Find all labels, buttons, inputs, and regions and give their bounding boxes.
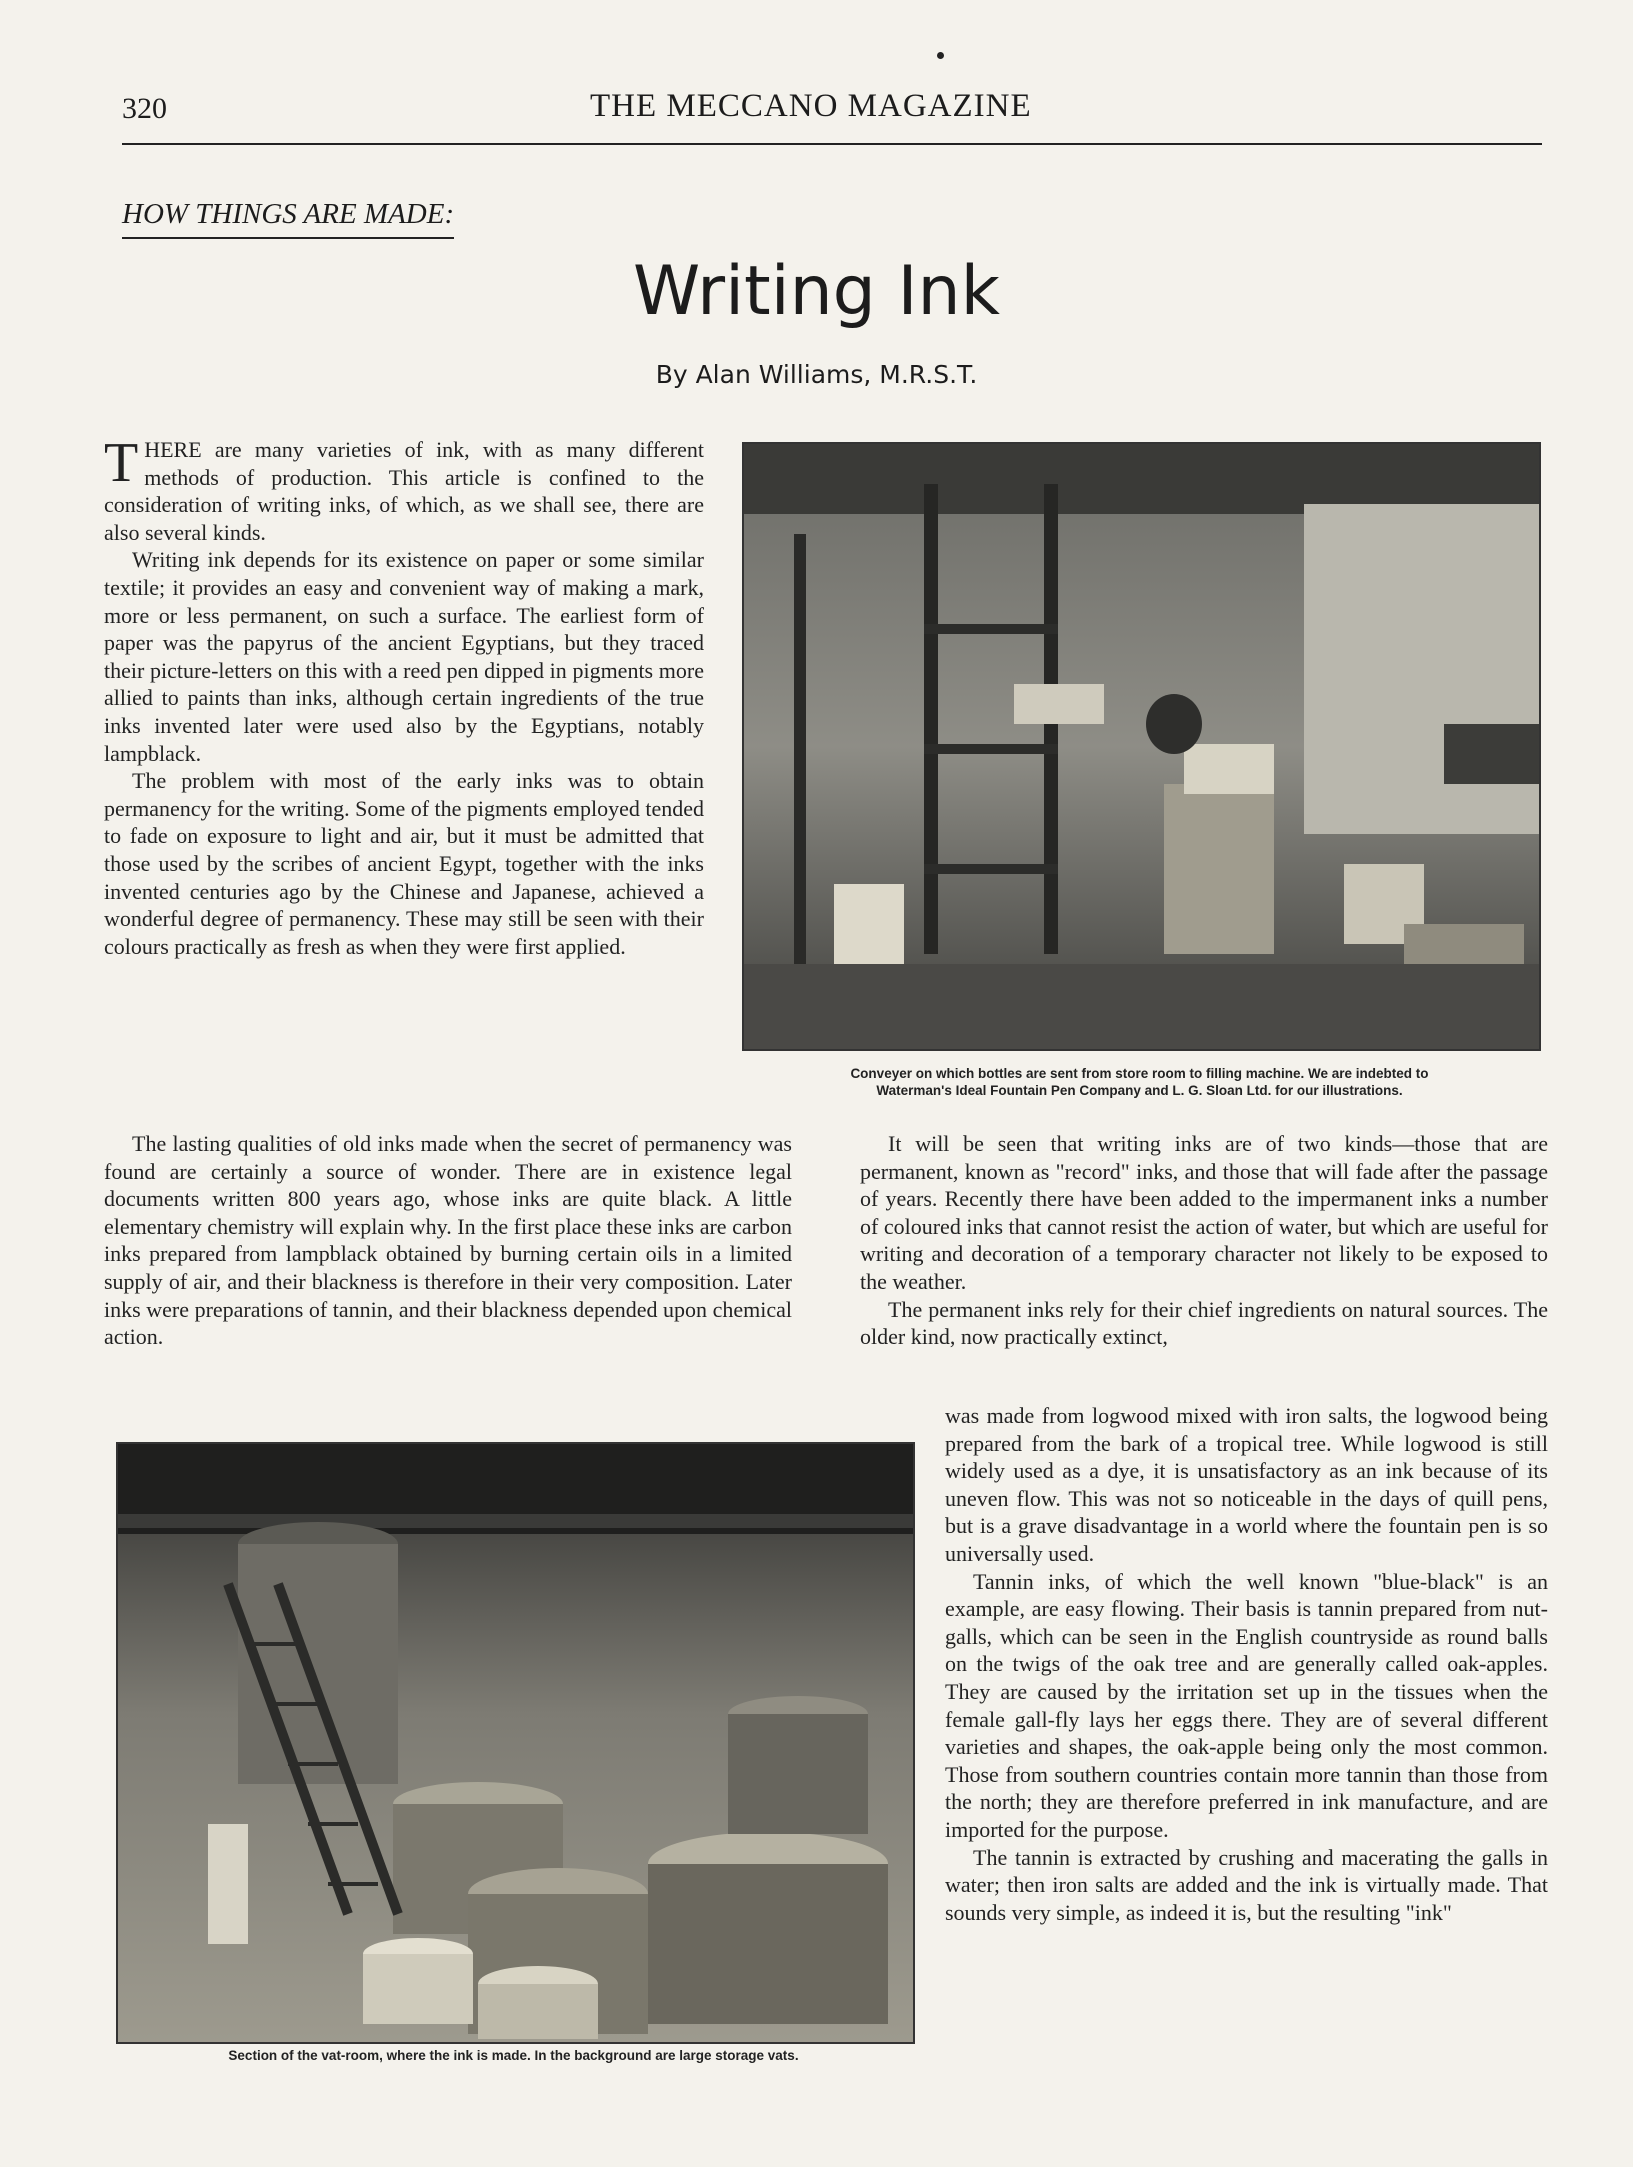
article-title: Writing Ink xyxy=(633,252,1000,331)
print-speck xyxy=(937,52,944,59)
paragraph: Tannin inks, of which the well known "blue-black" is an example, are easy flowing. Their basis is tannin prepared from nut-galls, which can be seen in the English countryside as round balls on the twigs of the oak tree and are generally called oak-apples. They are caused by the irritation set up in the tissues when the female gall-fly lays her eggs there. They are of several different varieties and shapes, the oak-apple being only the most common. Those from southern countries contain more tannin than those from the north; they are therefore preferred in ink manufacture, and are imported for the purpose. xyxy=(945,1568,1548,1842)
vat-room-caption: Section of the vat-room, where the ink is made. In the background are large storage vats. xyxy=(228,2048,799,2063)
column-2-bottom-text xyxy=(945,1402,1548,1926)
paragraph: It will be seen that writing inks are of two kinds—those that are permanent, known as "record" inks, and those that will fade after the passage of years. Recently there have been added to the impermanent inks a number of coloured inks that cannot resist the action of water, but which are useful for writing and decoration of a temporary character not likely to be exposed to the weather. xyxy=(860,1131,1548,1294)
paragraph: The tannin is extracted by crushing and macerating the galls in water; then iron salts are added and the ink is virtually made. That sounds very simple, as indeed it is, but the resulting "ink" xyxy=(945,1844,1548,1925)
column-1-text xyxy=(104,432,704,960)
paragraph: The problem with most of the early inks was to obtain permanency for the writing. Some of the pigments employed tended to fade on exposure to light and air, but it must be admitted that those used by the scribes of ancient Egypt, together with the inks invented centuries ago by the Chinese and Japanese, achieved a wonderful degree of permanency. These may still be seen with their colours practically as fresh as when they were first applied. xyxy=(104,768,704,959)
header-rule xyxy=(122,143,1542,145)
paragraph: The lasting qualities of old inks made when the secret of permanency was found are certainly a source of wonder. There are in existence legal documents written 800 years ago, whose inks are quite black. A little elementary chemistry will explain why. In the first place these inks are carbon inks prepared from lampblack obtained by burning certain oils in a limited supply of air, and their blackness is therefore in their very composition. Later inks were preparations of tannin, and their blackness depended upon chemical action. xyxy=(104,1131,792,1350)
page-number: 320 xyxy=(122,92,167,125)
paragraph: Writing ink depends for its existence on paper or some similar textile; it provides an easy and convenient way of making a mark, more or less permanent, on such a surface. The earliest form of paper was the papyrus of the ancient Egyptians, but they traced their picture-letters on this with a reed pen dipped in pigments more allied to paints than inks, although certain ingredients of the true inks invented later were used also by the Egyptians, notably lampblack. xyxy=(104,547,704,766)
conveyor-photo xyxy=(742,442,1541,1051)
column-1-continued-text xyxy=(104,1130,792,1351)
paragraph: The permanent inks rely for their chief ingredients on natural sources. The older kind, now practically extinct, xyxy=(860,1296,1548,1350)
vat-room-photo xyxy=(116,1442,915,2044)
running-title: THE MECCANO MAGAZINE xyxy=(590,88,1032,124)
drop-cap: T xyxy=(104,432,139,494)
paragraph: was made from logwood mixed with iron salts, the logwood being prepared from the bark of a tropical tree. While logwood is still widely used as a dye, it is unsatisfactory as an ink because of its uneven flow. This was not so noticeable in the days of quill pens, but is a grave disadvantage in a world where the fountain pen is so universally used. xyxy=(945,1403,1548,1566)
paragraph: THERE are many varieties of ink, with as many different methods of production. This article is confined to the consideration of writing inks, of which, as we shall see, there are also several kinds. xyxy=(104,432,704,545)
byline: By Alan Williams, M.R.S.T. xyxy=(655,360,978,389)
column-2-top-text xyxy=(860,1130,1548,1351)
series-heading: HOW THINGS ARE MADE: xyxy=(122,198,454,239)
conveyor-caption: Conveyer on which bottles are sent from store room to filling machine. We are indebted to Waterman's Ideal Fountain Pen Company and L. G. Sloan Ltd. for our illustrations. xyxy=(850,1066,1429,1098)
